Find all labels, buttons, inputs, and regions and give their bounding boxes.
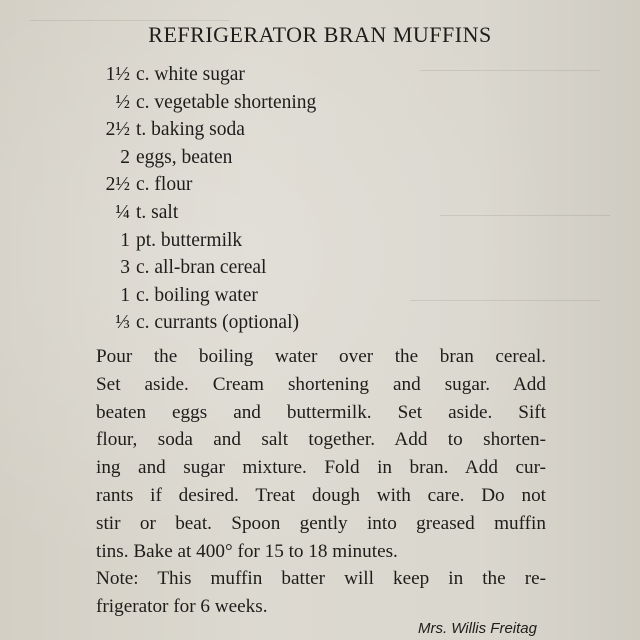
ingredient-quantity: 2½ bbox=[105, 119, 130, 141]
instructions-line: beaten eggs and buttermilk. Set aside. Sift bbox=[96, 401, 546, 423]
ingredient-quantity: ¼ bbox=[115, 201, 130, 223]
ingredient-description: c. flour bbox=[136, 174, 193, 196]
note-line: Note: This muffin batter will keep in the re- bbox=[96, 568, 546, 589]
ingredient-quantity: 3 bbox=[120, 257, 130, 279]
ingredient-item bbox=[84, 147, 316, 175]
ingredient-item bbox=[84, 312, 316, 340]
ingredient-item bbox=[84, 174, 316, 202]
ingredient-item bbox=[84, 119, 316, 147]
ingredient-description: t. baking soda bbox=[136, 119, 245, 141]
ingredient-item bbox=[84, 285, 316, 313]
ingredient-quantity: 1½ bbox=[105, 64, 130, 85]
instructions-line: rants if desired. Treat dough with care. Do not bbox=[96, 484, 546, 506]
bleed-through-line bbox=[420, 70, 600, 71]
bleed-through-line bbox=[440, 215, 610, 216]
ingredient-quantity: ½ bbox=[115, 91, 130, 113]
ingredient-item bbox=[84, 64, 316, 92]
ingredient-description: pt. buttermilk bbox=[136, 229, 243, 251]
ingredient-description: c. all-bran cereal bbox=[136, 257, 267, 279]
instructions-line: flour, soda and salt together. Add to shorten- bbox=[96, 429, 546, 451]
contributor-name: Mrs. Willis Freitag bbox=[417, 620, 537, 637]
instructions-line: tins. Bake at 400° for 15 to 18 minutes. bbox=[96, 540, 398, 562]
ingredient-quantity: ⅓ bbox=[115, 312, 130, 334]
ingredient-quantity: 2 bbox=[120, 146, 130, 168]
instructions-line: Pour the boiling water over the bran cereal. bbox=[96, 346, 546, 367]
ingredient-quantity: 1 bbox=[120, 284, 130, 306]
ingredient-description: eggs, beaten bbox=[136, 146, 233, 168]
ingredient-list bbox=[84, 64, 316, 340]
ingredient-description: t. salt bbox=[136, 201, 179, 223]
bleed-through-line bbox=[30, 20, 230, 21]
instructions-line: stir or beat. Spoon gently into greased muffin bbox=[96, 512, 546, 534]
ingredient-item bbox=[84, 202, 316, 230]
note-paragraph bbox=[96, 565, 546, 621]
note-line: frigerator for 6 weeks. bbox=[96, 595, 268, 617]
instructions-line: ing and sugar mixture. Fold in bran. Add cur- bbox=[96, 457, 546, 479]
ingredient-item bbox=[84, 230, 316, 258]
ingredient-description: c. white sugar bbox=[136, 64, 245, 85]
instructions-line: Set aside. Cream shortening and sugar. Add bbox=[96, 373, 546, 395]
ingredient-quantity: 1 bbox=[120, 229, 130, 251]
ingredient-item bbox=[84, 257, 316, 285]
ingredient-description: c. currants (optional) bbox=[136, 312, 299, 334]
ingredient-quantity: 2½ bbox=[105, 174, 130, 196]
ingredient-description: c. vegetable shortening bbox=[136, 91, 317, 113]
ingredient-item bbox=[84, 92, 316, 120]
ingredient-description: c. boiling water bbox=[136, 284, 258, 306]
bleed-through-line bbox=[410, 300, 600, 301]
recipe-title: REFRIGERATOR BRAN MUFFINS bbox=[148, 22, 492, 47]
instructions-paragraph bbox=[96, 343, 546, 565]
